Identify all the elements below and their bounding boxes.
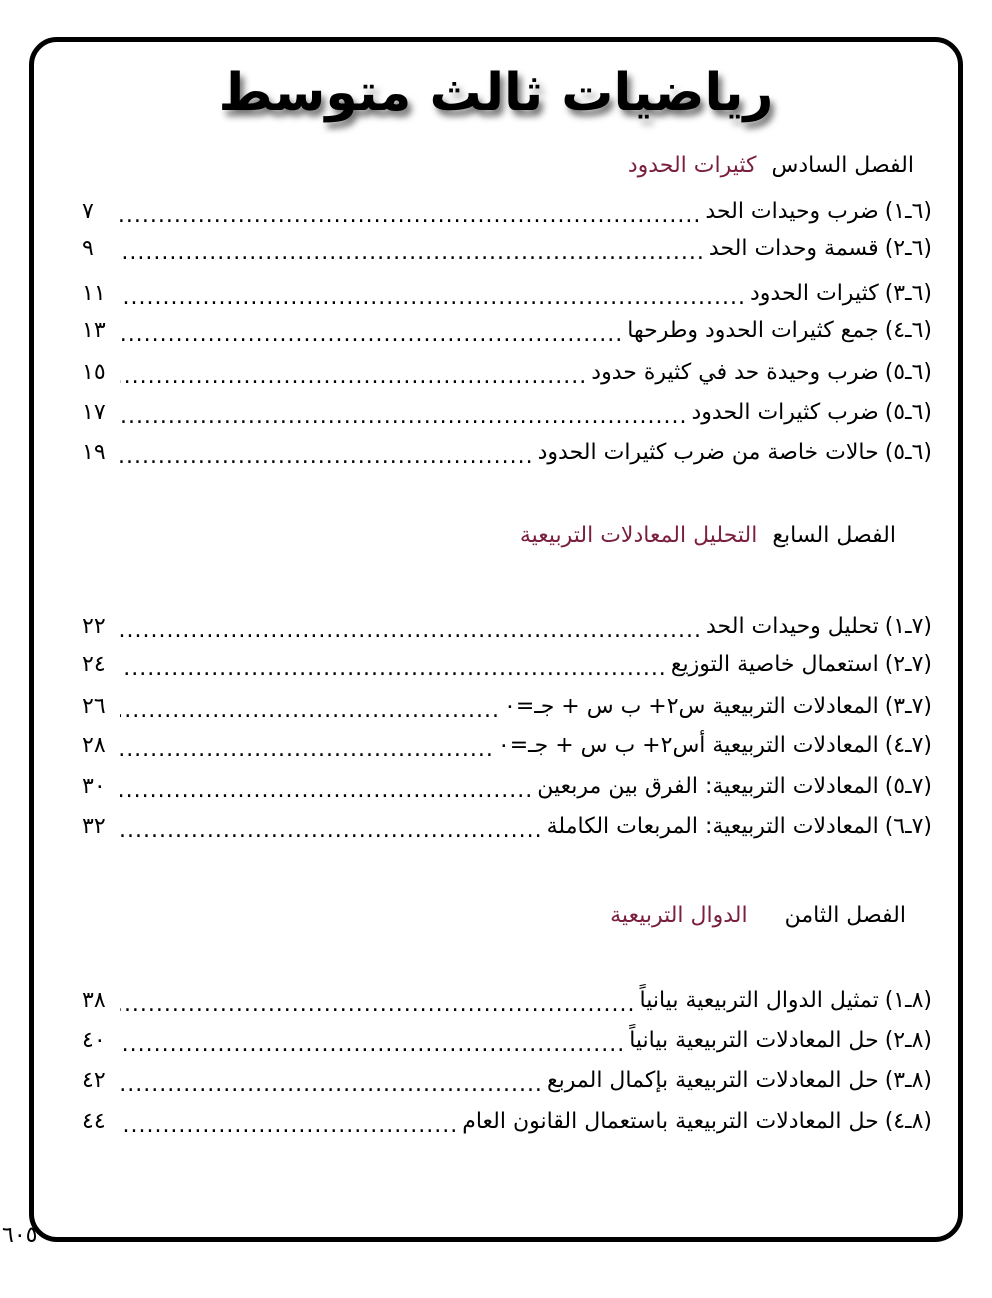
entry-title: استعمال خاصية التوزيع [670,651,879,677]
toc-entry[interactable] [82,646,932,682]
entry-page: ٣٨ [82,987,106,1013]
entry-title: ضرب وحيدة حد في كثيرة حدود [591,359,879,385]
chapter-name: كثيرات الحدود [627,153,757,178]
entry-title: حالات خاصة من ضرب كثيرات الحدود [537,439,879,465]
entry-page: ١٥ [82,359,106,385]
dot-leader [120,364,587,389]
entry-code: (٦ـ٣) [884,280,932,306]
entry-title: كثيرات الحدود [750,280,879,306]
entry-code: (٧ـ٣) [884,693,932,719]
entry-title: ضرب كثيرات الحدود [691,399,879,425]
entry-code: (٧ـ١) [884,613,932,639]
entry-code: (٦ـ٥) [884,359,932,385]
entry-page: ٢٢ [82,613,106,639]
toc-entry[interactable] [82,1062,932,1098]
entry-page: ١١ [82,280,106,306]
entry-code: (٧ـ٥) [884,773,932,799]
entry-code: (٦ـ١) [884,198,932,224]
entry-title: حل المعادلات التربيعية بإكمال المربع [546,1067,879,1093]
dot-leader [120,656,667,681]
chapter-heading-6 [628,150,914,182]
entry-title: المعادلات التربيعية أس٢+ ب س + جـ=٠ [497,732,879,758]
toc-entry[interactable] [82,230,932,266]
entry-page: ٣٢ [82,813,106,839]
dot-leader [120,404,687,429]
toc-entry[interactable] [82,312,932,348]
entry-title: قسمة وحدات الحد [708,235,879,261]
toc-entry[interactable] [82,1022,932,1058]
entry-page: ٧ [82,198,94,224]
dot-leader [120,778,533,803]
entry-page: ١٩ [82,439,106,465]
entry-page: ٢٦ [82,693,106,719]
chapter-label: الفصل السابع [772,523,896,548]
page-title: رياضيات ثالث متوسط [218,63,774,123]
entry-code: (٧ـ٤) [884,732,932,758]
toc-entry[interactable] [82,193,932,229]
chapter-name: التحليل المعادلات التربيعية [519,523,758,548]
entry-code: (٦ـ٢) [884,235,932,261]
dot-leader [120,322,623,347]
entry-code: (٦ـ٤) [884,317,932,343]
entry-title: تمثيل الدوال التربيعية بيانياً [639,987,879,1013]
entry-page: ٤٢ [82,1067,106,1093]
toc-entry[interactable] [82,354,932,390]
dot-leader [120,737,494,762]
entry-code: (٦ـ٥) [884,399,932,425]
chapter-label: الفصل الثامن [784,903,906,928]
entry-page: ٩ [82,235,94,261]
entry-code: (٨ـ١) [884,987,932,1013]
entry-title: جمع كثيرات الحدود وطرحها [627,317,879,343]
entry-title: ضرب وحيدات الحد [705,198,879,224]
toc-entry[interactable] [82,808,932,844]
entry-title: تحليل وحيدات الحد [706,613,879,639]
entry-code: (٨ـ٣) [884,1067,932,1093]
entry-code: (٧ـ٦) [884,813,932,839]
toc-entry[interactable] [82,434,932,470]
chapter-heading-7 [520,520,896,552]
dot-leader [120,818,543,843]
dot-leader [120,698,500,723]
entry-code: (٨ـ٢) [884,1027,932,1053]
toc-entry[interactable] [82,727,932,763]
dot-leader [120,285,746,310]
toc-entry[interactable] [82,394,932,430]
dot-leader [120,1113,458,1138]
entry-page: ٢٨ [82,732,106,758]
entry-page: ١٣ [82,317,106,343]
dot-leader [120,444,534,469]
entry-page: ٣٠ [82,773,106,799]
toc-entry[interactable] [82,768,932,804]
dot-leader [120,992,636,1017]
dot-leader [120,1072,543,1097]
dot-leader [120,618,702,643]
dot-leader [120,240,705,265]
entry-page: ٤٠ [82,1027,106,1053]
dot-leader [120,203,701,228]
page-number: ٦٠٥ [2,1223,38,1248]
chapter-heading-8 [610,900,906,932]
toc-entry[interactable] [82,275,932,311]
toc-entry[interactable] [82,608,932,644]
entry-code: (٦ـ٥) [884,439,932,465]
entry-title: المعادلات التربيعية: المربعات الكاملة [546,813,879,839]
entry-page: ٢٤ [82,651,106,677]
chapter-label: الفصل السادس [771,153,914,178]
entry-code: (٧ـ٢) [884,651,932,677]
entry-page: ٤٤ [82,1108,106,1134]
chapter-name: الدوال التربيعية [610,903,748,928]
entry-title: المعادلات التربيعية: الفرق بين مربعين [537,773,879,799]
entry-title: حل المعادلات التربيعية باستعمال القانون العام [462,1108,879,1134]
entry-code: (٨ـ٤) [884,1108,932,1134]
toc-entry[interactable] [82,982,932,1018]
dot-leader [120,1032,625,1057]
entry-page: ١٧ [82,399,106,425]
toc-entry[interactable] [82,688,932,724]
entry-title: المعادلات التربيعية س٢+ ب س + جـ=٠ [504,693,879,719]
entry-title: حل المعادلات التربيعية بيانياً [629,1027,879,1053]
toc-entry[interactable] [82,1103,932,1139]
